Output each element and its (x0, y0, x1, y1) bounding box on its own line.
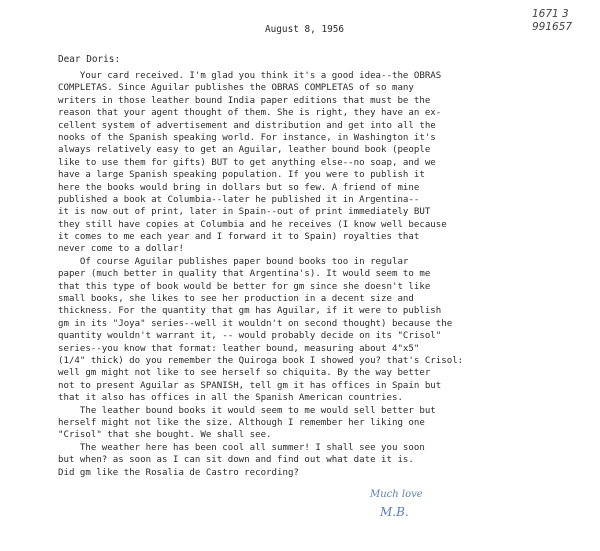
signature-initials: M.B. (380, 505, 409, 519)
body-line: nooks of the Spanish speaking world. For instance, in Washington it's (58, 132, 436, 143)
body-line: gm in its "Joya" series--well it wouldn't on second thought) because the (58, 318, 453, 329)
body-line: series--you know that format: leather bound, measuring about 4"x5" (58, 343, 420, 354)
body-line: "Crisol" that she bought. We shall see. (58, 430, 272, 441)
body-line: herself might not like the size. Although I remember her liking one (58, 417, 425, 428)
body-line: thickness. For the quantity that gm has Aguilar, if it were to publish (58, 306, 442, 317)
body-line: cellent system of advertisement and distribution and get into all the (58, 120, 436, 131)
closing: Much love (370, 489, 423, 500)
body-line: that it also has offices in all the Spanish American countries. (58, 393, 403, 404)
body-line: Your card received. I'm glad you think it's a good idea--the OBRAS (58, 71, 442, 81)
body-line: it is now out of print, later in Spain--out of print immediately BUT (58, 207, 431, 218)
body-line: reason that your agent thought of them. She is right, they have an ex- (58, 108, 442, 119)
body-line: writers in those leather bound India paper editions that must be the (58, 95, 431, 106)
body-line: that this type of book would be better for gm since she doesn't like (58, 281, 431, 292)
archive-mark-2: 991657 (532, 21, 573, 33)
body-line: quantity wouldn't warrant it, -- would probably decide on its "Crisol" (58, 331, 442, 342)
body-line: never come to a dollar! (58, 244, 184, 255)
body-line: but when? as soon as I can sit down and find out what date it is. (58, 455, 414, 466)
body-line: The leather bound books it would seem to me would sell better but (58, 405, 436, 416)
body-line: have a large Spanish speaking population. If you were to publish it (58, 170, 425, 181)
salutation: Dear Doris: (58, 54, 121, 65)
body-line: small books, she likes to see her production in a decent size and (58, 294, 414, 305)
body-line: Did gm like the Rosalia de Castro recording? (58, 467, 299, 478)
body-line: they still have copies at Columbia and he receives (I know well because (58, 219, 447, 230)
body-line: (1/4" thick) do you remember the Quiroga book I showed you? that's Crisol: (58, 355, 464, 366)
body-line: published a book at Columbia--later he published it in Argentina-- (58, 194, 420, 205)
body-line: paper (much better in quality that Argentina's). It would seem to me (58, 269, 431, 280)
body-line: here the books would bring in dollars but so few. A friend of mine (58, 182, 420, 193)
body-line: COMPLETAS. Since Aguilar publishes the OBRAS COMPLETAS of so many (58, 83, 414, 94)
body-line: The weather here has been cool all summer! I shall see you soon (58, 442, 425, 453)
letter-body (58, 70, 584, 479)
body-line: always relatively easy to get an Aguilar, leather bound book (people (58, 145, 431, 156)
archive-marks (532, 8, 586, 34)
letter-date: August 8, 1956 (265, 24, 345, 35)
body-line: it comes to me each year and I forward it to Spain) royalties that (58, 232, 420, 243)
body-line: not to present Aguilar as SPANISH, tell gm it has offices in Spain but (58, 380, 442, 391)
body-line: well gm might not like to see herself so chiquita. By the way better (58, 368, 431, 379)
archive-mark-1: 1671 3 (532, 8, 569, 20)
body-line: like to use them for gifts) BUT to get anything else--no soap, and we (58, 157, 436, 168)
body-line: Of course Aguilar publishes paper bound books too in regular (58, 256, 409, 267)
